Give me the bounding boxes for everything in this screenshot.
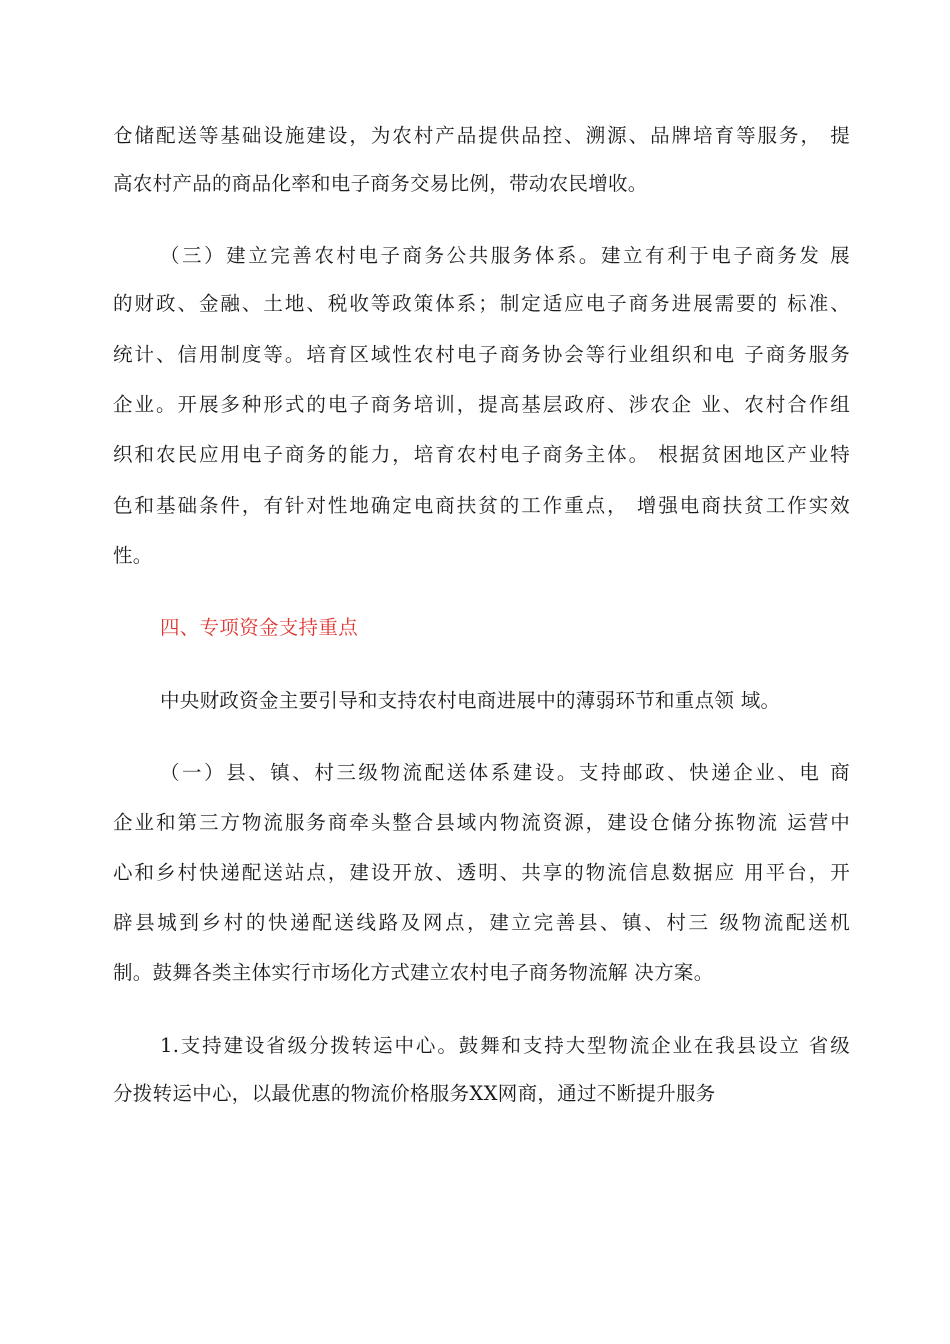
section-heading: 四、专项资金支持重点 [160,616,359,639]
body-text-line: 高农村产品的商品化率和电子商务交易比例，带动农民增收。 [113,172,648,195]
body-text-line: 辟县城到乡村的快递配送线路及网点，建立完善县、镇、村三 级物流配送机 [113,911,850,934]
body-text-line: 企业和第三方物流服务商牵头整合县域内物流资源，建设仓储分拣物流 运营中 [113,811,850,834]
body-text-line: 制。鼓舞各类主体实行市场化方式建立农村电子商务物流解 决方案。 [113,961,714,984]
body-text-line: 分拨转运中心，以最优惠的物流价格服务XX网商，通过不断提升服务 [113,1082,716,1105]
body-text-line: 性。 [113,544,153,567]
body-text-line: 仓储配送等基础设施建设，为农村产品提供品控、溯源、品牌培育等服务， 提 [113,124,850,147]
paragraph-first-line: 1.支持建设省级分拨转运中心。鼓舞和支持大型物流企业在我县设立 省级 [160,1034,850,1057]
paragraph-first-line: 中央财政资金主要引导和支持农村电商进展中的薄弱环节和重点领 域。 [160,689,781,712]
paragraph-first-line: （三）建立完善农村电子商务公共服务体系。建立有利于电子商务发 展 [160,244,850,267]
body-text-line: 织和农民应用电子商务的能力，培育农村电子商务主体。 根据贫困地区产业特 [113,443,850,466]
body-text-line: 的财政、金融、土地、税收等政策体系；制定适应电子商务进展需要的 标准、 [113,292,850,315]
body-text-line: 心和乡村快递配送站点，建设开放、透明、共享的物流信息数据应 用平台，开 [113,861,850,884]
body-text-line: 色和基础条件，有针对性地确定电商扶贫的工作重点， 增强电商扶贫工作实效 [113,494,850,517]
body-text-line: 企业。开展多种形式的电子商务培训，提高基层政府、涉农企 业、农村合作组 [113,393,850,416]
body-text-line: 统计、信用制度等。培育区域性农村电子商务协会等行业组织和电 子商务服务 [113,343,850,366]
paragraph-first-line: （一）县、镇、村三级物流配送体系建设。支持邮政、快递企业、电 商 [160,761,850,784]
